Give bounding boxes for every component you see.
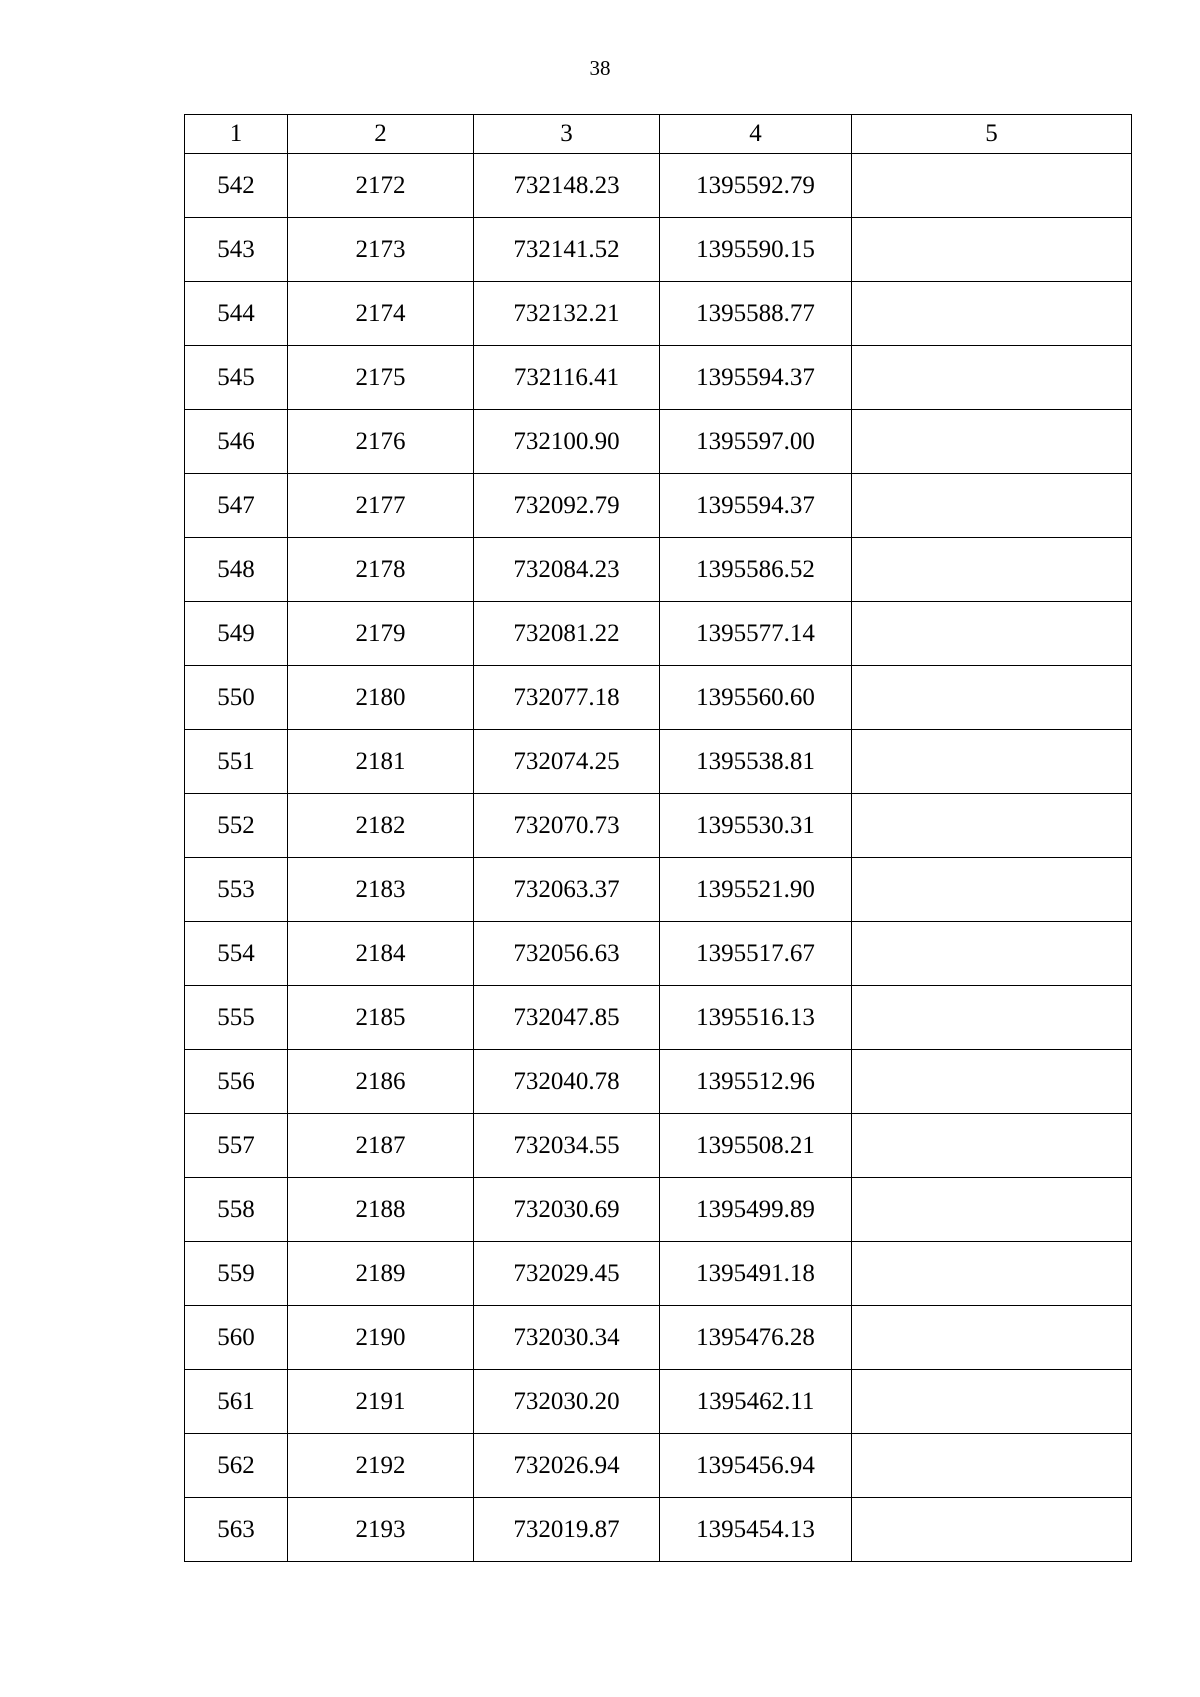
table-cell-col-2: 2186 (288, 1050, 474, 1114)
page-number: 38 (589, 56, 611, 80)
table-cell-col-3: 732056.63 (474, 922, 660, 986)
table-cell-col-5 (852, 410, 1132, 474)
table-cell-col-3: 732132.21 (474, 282, 660, 346)
table-cell-col-2: 2183 (288, 858, 474, 922)
table-cell-col-1: 552 (185, 794, 288, 858)
table-cell-col-4: 1395590.15 (660, 218, 852, 282)
table-cell-col-5 (852, 474, 1132, 538)
table-row (185, 1498, 1132, 1562)
table-cell-col-3: 732026.94 (474, 1434, 660, 1498)
table-cell-col-3: 732077.18 (474, 666, 660, 730)
table-cell-col-5 (852, 730, 1132, 794)
table-cell-col-1: 548 (185, 538, 288, 602)
table-cell-col-3: 732141.52 (474, 218, 660, 282)
table-cell-col-3: 732040.78 (474, 1050, 660, 1114)
table-cell-col-4: 1395586.52 (660, 538, 852, 602)
table-row (185, 730, 1132, 794)
table-cell-col-3: 732047.85 (474, 986, 660, 1050)
table-cell-col-3: 732148.23 (474, 154, 660, 218)
table-cell-col-5 (852, 666, 1132, 730)
table-cell-col-5 (852, 1114, 1132, 1178)
table-cell-col-2: 2192 (288, 1434, 474, 1498)
table-row (185, 1242, 1132, 1306)
table-cell-col-2: 2185 (288, 986, 474, 1050)
table-cell-col-2: 2178 (288, 538, 474, 602)
table-row (185, 218, 1132, 282)
table-row (185, 154, 1132, 218)
header-cell-1: 1 (185, 115, 288, 154)
table-cell-col-2: 2181 (288, 730, 474, 794)
table-row (185, 794, 1132, 858)
table-cell-col-2: 2176 (288, 410, 474, 474)
table-cell-col-1: 553 (185, 858, 288, 922)
table-cell-col-5 (852, 346, 1132, 410)
table-cell-col-5 (852, 858, 1132, 922)
table-cell-col-4: 1395456.94 (660, 1434, 852, 1498)
table-cell-col-2: 2177 (288, 474, 474, 538)
table-cell-col-5 (852, 1498, 1132, 1562)
table-cell-col-5 (852, 922, 1132, 986)
table-row (185, 986, 1132, 1050)
table-cell-col-1: 561 (185, 1370, 288, 1434)
header-cell-5: 5 (852, 115, 1132, 154)
coordinates-table (184, 114, 1132, 1562)
table-row (185, 1370, 1132, 1434)
table-cell-col-5 (852, 1242, 1132, 1306)
table-cell-col-4: 1395499.89 (660, 1178, 852, 1242)
table-cell-col-5 (852, 154, 1132, 218)
table-cell-col-3: 732030.20 (474, 1370, 660, 1434)
table-cell-col-4: 1395512.96 (660, 1050, 852, 1114)
table-row (185, 538, 1132, 602)
table-cell-col-3: 732074.25 (474, 730, 660, 794)
table-cell-col-3: 732030.69 (474, 1178, 660, 1242)
table-cell-col-4: 1395594.37 (660, 474, 852, 538)
table-row (185, 922, 1132, 986)
table-cell-col-1: 556 (185, 1050, 288, 1114)
table-cell-col-3: 732081.22 (474, 602, 660, 666)
table-cell-col-1: 560 (185, 1306, 288, 1370)
table-cell-col-3: 732084.23 (474, 538, 660, 602)
table-cell-col-5 (852, 986, 1132, 1050)
table-cell-col-4: 1395516.13 (660, 986, 852, 1050)
table-row (185, 1178, 1132, 1242)
table-cell-col-2: 2174 (288, 282, 474, 346)
table-cell-col-2: 2187 (288, 1114, 474, 1178)
table-row (185, 410, 1132, 474)
table-cell-col-1: 547 (185, 474, 288, 538)
table-cell-col-3: 732092.79 (474, 474, 660, 538)
table-cell-col-4: 1395588.77 (660, 282, 852, 346)
table-cell-col-1: 545 (185, 346, 288, 410)
table-row (185, 282, 1132, 346)
table-cell-col-4: 1395560.60 (660, 666, 852, 730)
header-cell-4: 4 (660, 115, 852, 154)
table-cell-col-3: 732034.55 (474, 1114, 660, 1178)
table-cell-col-3: 732100.90 (474, 410, 660, 474)
table-cell-col-1: 562 (185, 1434, 288, 1498)
table-cell-col-4: 1395538.81 (660, 730, 852, 794)
table-cell-col-5 (852, 1306, 1132, 1370)
table-cell-col-3: 732116.41 (474, 346, 660, 410)
table-row (185, 666, 1132, 730)
table-cell-col-1: 544 (185, 282, 288, 346)
table-cell-col-2: 2173 (288, 218, 474, 282)
table-cell-col-2: 2180 (288, 666, 474, 730)
table-cell-col-2: 2191 (288, 1370, 474, 1434)
table-row (185, 1306, 1132, 1370)
table-cell-col-1: 543 (185, 218, 288, 282)
table-cell-col-5 (852, 1050, 1132, 1114)
table-cell-col-3: 732029.45 (474, 1242, 660, 1306)
table-cell-col-1: 549 (185, 602, 288, 666)
table-cell-col-4: 1395508.21 (660, 1114, 852, 1178)
table-cell-col-5 (852, 794, 1132, 858)
table-cell-col-1: 558 (185, 1178, 288, 1242)
table-row (185, 346, 1132, 410)
table-cell-col-1: 557 (185, 1114, 288, 1178)
table-cell-col-2: 2175 (288, 346, 474, 410)
header-cell-2: 2 (288, 115, 474, 154)
table-row (185, 474, 1132, 538)
table-row (185, 1114, 1132, 1178)
table-cell-col-4: 1395462.11 (660, 1370, 852, 1434)
table-cell-col-2: 2188 (288, 1178, 474, 1242)
table-row (185, 1050, 1132, 1114)
table-cell-col-5 (852, 1370, 1132, 1434)
table-cell-col-3: 732070.73 (474, 794, 660, 858)
table-cell-col-2: 2193 (288, 1498, 474, 1562)
table-cell-col-5 (852, 602, 1132, 666)
table-cell-col-1: 551 (185, 730, 288, 794)
table-cell-col-2: 2184 (288, 922, 474, 986)
table-cell-col-5 (852, 538, 1132, 602)
table-cell-col-2: 2189 (288, 1242, 474, 1306)
table-cell-col-4: 1395530.31 (660, 794, 852, 858)
header-cell-3: 3 (474, 115, 660, 154)
table-cell-col-5 (852, 282, 1132, 346)
header-row (185, 115, 1132, 154)
table-cell-col-1: 554 (185, 922, 288, 986)
table-body (185, 154, 1132, 1562)
table-cell-col-4: 1395454.13 (660, 1498, 852, 1562)
table-cell-col-2: 2179 (288, 602, 474, 666)
table-cell-col-3: 732030.34 (474, 1306, 660, 1370)
table-cell-col-5 (852, 1434, 1132, 1498)
table-cell-col-4: 1395491.18 (660, 1242, 852, 1306)
table-cell-col-3: 732063.37 (474, 858, 660, 922)
table-cell-col-1: 555 (185, 986, 288, 1050)
table-cell-col-4: 1395594.37 (660, 346, 852, 410)
table-cell-col-1: 542 (185, 154, 288, 218)
table-cell-col-4: 1395517.67 (660, 922, 852, 986)
table-row (185, 858, 1132, 922)
table-cell-col-3: 732019.87 (474, 1498, 660, 1562)
table-cell-col-1: 559 (185, 1242, 288, 1306)
table-row (185, 602, 1132, 666)
table-cell-col-4: 1395577.14 (660, 602, 852, 666)
table-cell-col-1: 546 (185, 410, 288, 474)
table-cell-col-4: 1395476.28 (660, 1306, 852, 1370)
table-cell-col-4: 1395521.90 (660, 858, 852, 922)
table-cell-col-1: 550 (185, 666, 288, 730)
table-cell-col-5 (852, 1178, 1132, 1242)
table-row (185, 1434, 1132, 1498)
table-header (185, 115, 1132, 154)
table-cell-col-4: 1395597.00 (660, 410, 852, 474)
table-cell-col-4: 1395592.79 (660, 154, 852, 218)
table-cell-col-5 (852, 218, 1132, 282)
table-cell-col-2: 2182 (288, 794, 474, 858)
table-cell-col-1: 563 (185, 1498, 288, 1562)
table-cell-col-2: 2172 (288, 154, 474, 218)
table-cell-col-2: 2190 (288, 1306, 474, 1370)
